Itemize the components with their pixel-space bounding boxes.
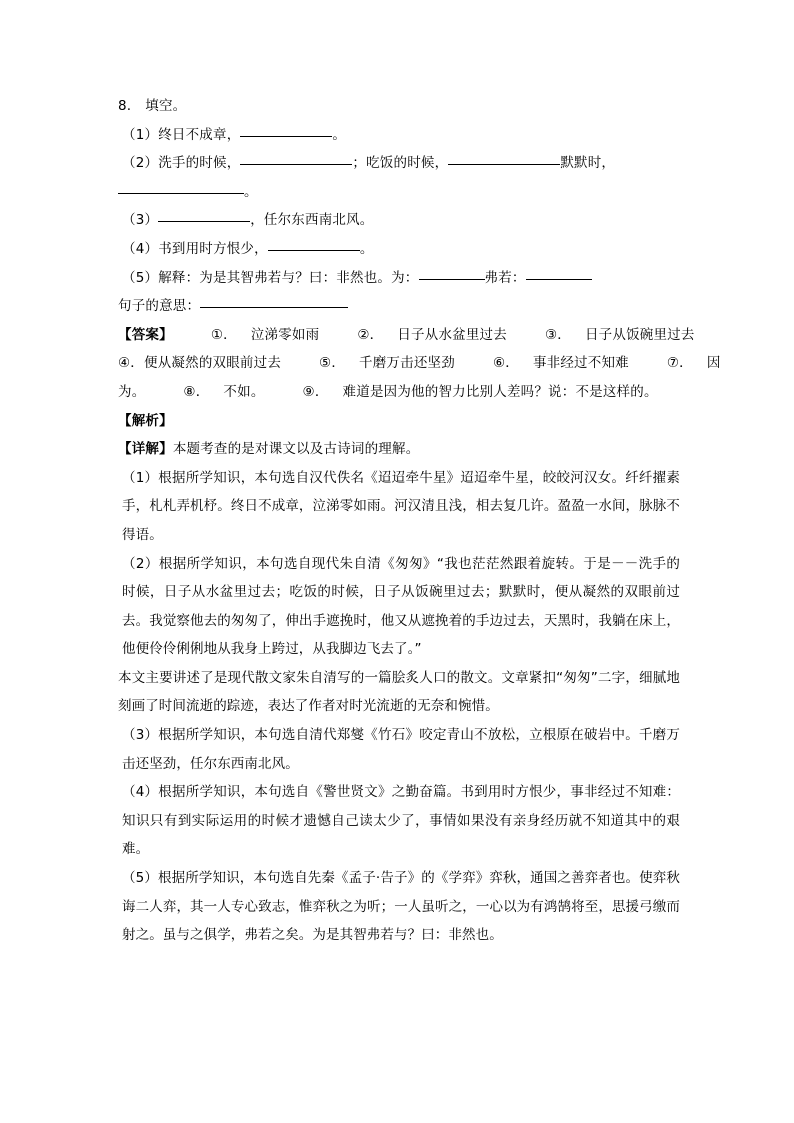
answer-text-2: 日子从水盆里过去 xyxy=(397,326,507,343)
item-text-5-before: 解释：为是其智弗若与？曰：非然也。为： xyxy=(158,269,419,286)
item-text-2-seg2: ；吃饭的时候， xyxy=(352,155,449,172)
answer-mark-1: ①． xyxy=(210,326,237,343)
question-item-3 xyxy=(118,206,680,235)
blank-input-4[interactable] xyxy=(118,181,244,194)
question-item-1 xyxy=(118,121,680,150)
question-item-5 xyxy=(118,264,680,293)
item-text-2-end: 。 xyxy=(244,183,258,200)
explanation-label-3: （3） xyxy=(122,727,159,744)
blank-input-2[interactable] xyxy=(240,152,352,165)
blank-input-8[interactable] xyxy=(526,267,592,280)
blank-input-1[interactable] xyxy=(240,124,332,137)
answer-text-4: 便从凝然的双眼前过去 xyxy=(144,355,282,372)
answer-mark-4: ④． xyxy=(118,355,145,372)
question-item-4 xyxy=(118,235,680,264)
item-label-4: （4） xyxy=(122,240,159,257)
answer-text-8: 不如。 xyxy=(223,383,265,400)
explanation-text-4: 根据所学知识，本句选自《警世贤文》之勤奋篇。书到用时方恨少，事非经过不知难：知识只有到实际运用的时候才遗憾自己读太少了，事情如果没有亲身经历就不知道其中的艰难。 xyxy=(122,784,680,858)
blank-input-3[interactable] xyxy=(448,152,560,165)
answer-text-3: 日子从饭碗里过去 xyxy=(584,326,695,343)
question-item-2 xyxy=(118,149,680,178)
detail-heading: 【详解】 xyxy=(118,441,173,458)
blank-input-9[interactable] xyxy=(200,295,348,308)
item-label-2: （2） xyxy=(122,155,159,172)
analysis-heading-row xyxy=(118,407,680,436)
answer-mark-8: ⑧． xyxy=(183,383,210,400)
item-text-5-mid: 弗若： xyxy=(484,269,526,286)
explanation-label-2: （2） xyxy=(122,555,159,572)
sentence-meaning-row xyxy=(118,292,680,321)
explanation-label-4: （4） xyxy=(122,784,159,801)
explanation-text-1: 根据所学知识，本句选自汉代佚名《迢迢牵牛星》迢迢牵牛星，皎皎河汉女。纤纤擢素手，札札弄机杼。终日不成章，泣涕零如雨。河汉清且浅，相去复几许。盈盈一水间，脉脉不得语。 xyxy=(122,469,680,543)
explanation-text-3: 根据所学知识，本句选自清代郑燮《竹石》咬定青山不放松，立根原在破岩中。千磨万击还坚劲，任尔东西南北风。 xyxy=(122,727,680,772)
item-text-4-before: 书到用时方恨少， xyxy=(158,240,268,257)
answer-line-3 xyxy=(118,378,680,407)
answer-text-7-tail: 为。 xyxy=(118,383,146,400)
detail-heading-row xyxy=(118,435,680,464)
sentence-meaning-label: 句子的意思： xyxy=(118,298,201,315)
explanation-label-5: （5） xyxy=(122,870,158,887)
explanation-summary-paragraph xyxy=(118,664,680,721)
item-text-1-after: 。 xyxy=(332,126,347,143)
item-text-2-seg1: 洗手的时候， xyxy=(158,155,241,172)
item-text-2-seg3: 默默时， xyxy=(560,155,616,172)
explanation-paragraph-1 xyxy=(118,464,680,550)
question-number: 8. xyxy=(118,98,132,114)
question-item-2-continuation xyxy=(118,178,680,207)
explanation-text-2: 根据所学知识，本句选自现代朱自清《匆匆》“我也茫茫然跟着旋转。于是－－洗手的时候，日子从水盆里过去；吃饭的时候，日子从饭碗里过去；默默时，便从凝然的双眼前过去。我觉察他去的匆匆了，伸出手遮挽时，他又从遮挽着的手边过去，天黑时，我躺在床上，他便伶伶俐俐地从我身上跨过，从我脚边飞去了。” xyxy=(122,555,681,658)
answer-mark-9: ⑨． xyxy=(302,383,329,400)
blank-input-7[interactable] xyxy=(419,267,485,280)
answer-line-2 xyxy=(118,349,721,378)
explanation-paragraph-3 xyxy=(118,721,680,778)
analysis-heading: 【解析】 xyxy=(118,412,173,429)
answer-text-9: 难道是因为他的智力比别人差吗？说：不是这样的。 xyxy=(342,383,658,400)
blank-input-6[interactable] xyxy=(268,238,360,251)
answer-mark-7: ⑦． xyxy=(666,355,693,372)
answer-line-1 xyxy=(118,321,695,350)
item-text-1-before: 终日不成章， xyxy=(158,126,241,143)
question-header xyxy=(118,92,680,121)
explanation-paragraph-5 xyxy=(118,864,680,950)
answer-heading: 【答案】 xyxy=(118,326,173,343)
document-content xyxy=(118,92,721,950)
blank-input-5[interactable] xyxy=(158,209,250,222)
explanation-label-1: （1） xyxy=(122,469,159,486)
explanation-paragraph-2 xyxy=(118,550,680,664)
detail-intro: 本题考查的是对课文以及古诗词的理解。 xyxy=(172,441,420,458)
answer-text-1: 泣涕零如雨 xyxy=(250,326,320,343)
explanation-text-summary: 本文主要讲述了是现代散文家朱自清写的一篇脍炙人口的散文。文章紧扣“匆匆”二字，细腻地刻画了时间流逝的踪迹，表达了作者对时光流逝的无奈和惋惜。 xyxy=(118,669,680,715)
answer-text-7-head: 因 xyxy=(706,355,721,372)
answer-mark-5: ⑤． xyxy=(319,355,346,372)
answer-mark-6: ⑥． xyxy=(492,355,519,372)
answer-mark-3: ③． xyxy=(544,326,571,343)
item-label-3: （3） xyxy=(122,212,159,229)
answer-text-6: 事非经过不知难 xyxy=(532,355,629,372)
item-label-5: （5） xyxy=(122,269,159,286)
explanation-text-5: 根据所学知识，本句选自先秦《孟子·告子》的《学弈》弈秋，通国之善弈者也。使弈秋诲二人弈，其一人专心致志，惟弈秋之为听；一人虽听之，一心以为有鸿鹄将至，思援弓缴而射之。虽与之俱学，弗若之矣。为是其智弗若与？曰：非然也。 xyxy=(122,870,680,944)
item-text-4-after: 。 xyxy=(359,240,374,257)
item-label-1: （1） xyxy=(122,126,159,143)
explanation-paragraph-4 xyxy=(118,778,680,864)
question-prompt: 填空。 xyxy=(145,98,187,114)
item-text-3-after: ，任尔东西南北风。 xyxy=(250,212,374,229)
answer-text-5: 千磨万击还坚劲 xyxy=(359,355,455,372)
answer-mark-2: ②． xyxy=(357,326,384,343)
